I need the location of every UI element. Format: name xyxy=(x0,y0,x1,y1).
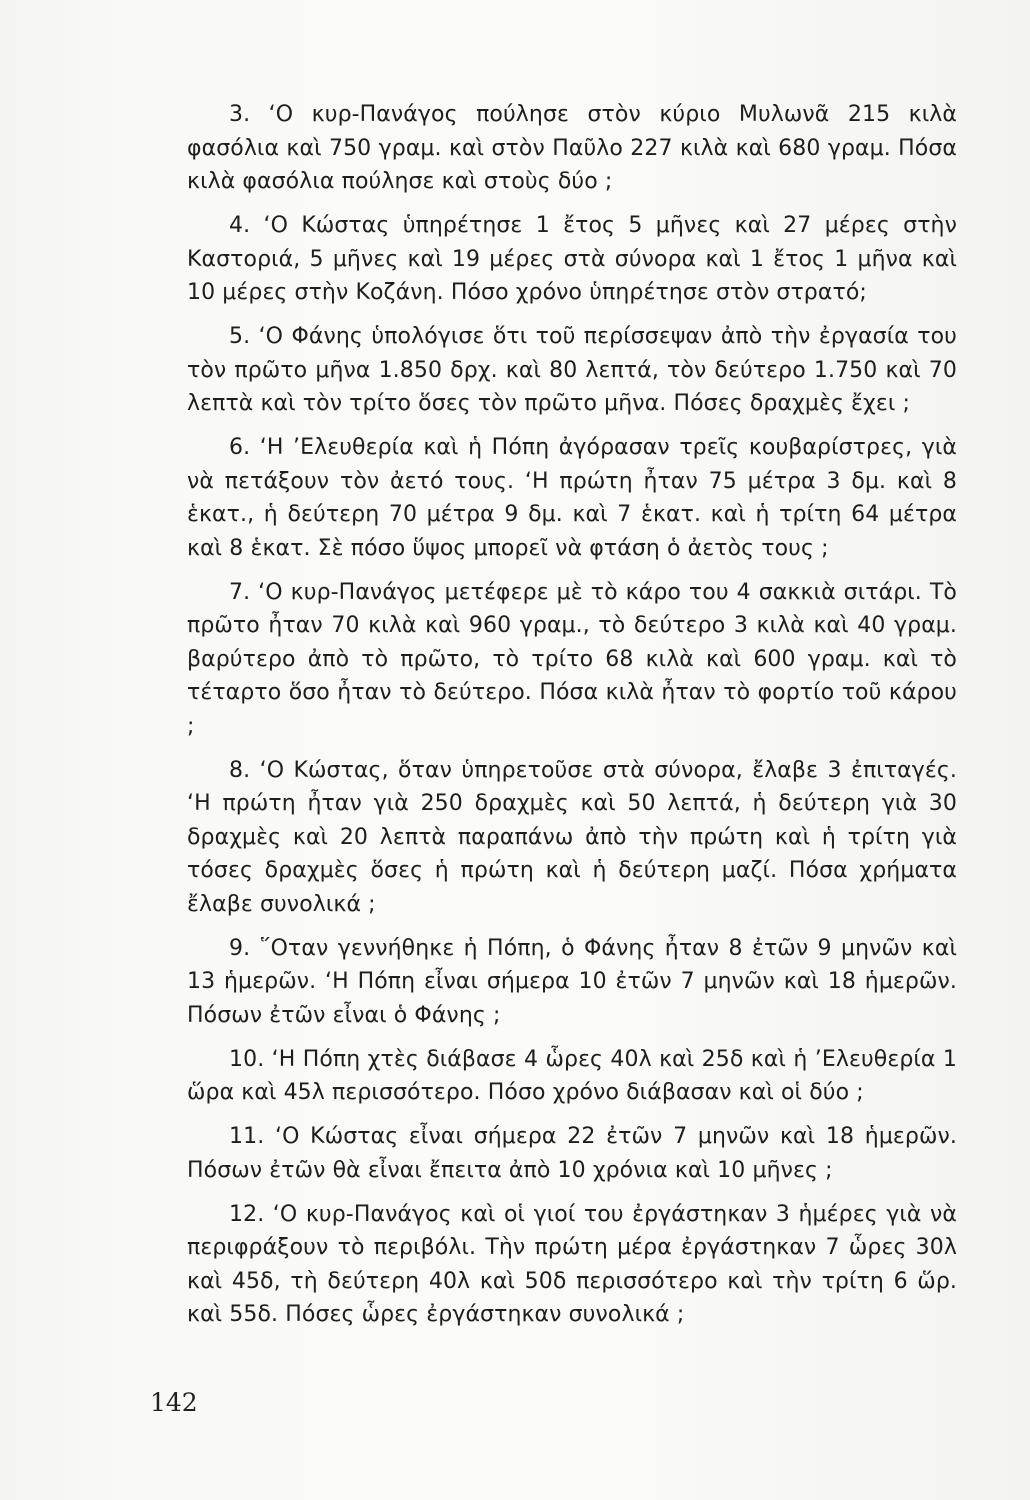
problem-11: 11. ‘Ο Κώστας εἶναι σήμερα 22 ἐτῶν 7 μηνῶν καὶ 18 ἡμερῶν. Πόσων ἐτῶν θὰ εἶναι ἔπειτα ἀπὸ 10 χρόνια καὶ 10 μῆνες ; xyxy=(187,1124,957,1183)
problem-5: 5. ‘Ο Φάνης ὑπολόγισε ὅτι τοῦ περίσσεψαν ἀπὸ τὴν ἐργασία του τὸν πρῶτο μῆνα 1.850 δρχ. καὶ 80 λεπτά, τὸν δεύτερο 1.750 καὶ 70 λεπτὰ καὶ τὸν τρίτο ὅσες τὸν πρῶτο μῆνα. Πόσες δραχμὲς ἔχει ; xyxy=(187,324,957,416)
problem-3: 3. ‘Ο κυρ-Πανάγος πούλησε στὸν κύριο Μυλωνᾶ 215 κιλὰ φασόλια καὶ 750 γραμ. καὶ στὸν Παῦλο 227 κιλὰ καὶ 680 γραμ. Πόσα κιλὰ φασόλια πούλησε καὶ στοὺς δύο ; xyxy=(187,102,957,194)
problem-7: 7. ‘Ο κυρ-Πανάγος μετέφερε μὲ τὸ κάρο του 4 σακκιὰ σιτάρι. Τὸ πρῶτο ἦταν 70 κιλὰ καὶ 960 γραμ., τὸ δεύτερο 3 κιλὰ καὶ 40 γραμ. βαρύτερο ἀπὸ τὸ πρῶτο, τὸ τρίτο 68 κιλὰ καὶ 600 γραμ. καὶ τὸ τέταρτο ὅσο ἦταν τὸ δεύτερο. Πόσα κιλὰ ἦταν τὸ φορτίο τοῦ κάρου ; xyxy=(187,579,957,739)
problem-8: 8. ‘Ο Κώστας, ὅταν ὑπηρετοῦσε στὰ σύνορα, ἔλαβε 3 ἐπιταγές. ‘Η πρώτη ἦταν γιὰ 250 δραχμὲς καὶ 50 λεπτά, ἡ δεύτερη γιὰ 30 δραχμὲς καὶ 20 λεπτὰ παραπάνω ἀπὸ τὴν πρώτη καὶ ἡ τρίτη γιὰ τόσες δραχμὲς ὅσες ἡ πρώτη καὶ ἡ δεύτερη μαζί. Πόσα χρήματα ἔλαβε συνολικά ; xyxy=(187,757,957,917)
problem-9: 9. ῞Οταν γεννήθηκε ἡ Πόπη, ὁ Φάνης ἦταν 8 ἐτῶν 9 μηνῶν καὶ 13 ἡμερῶν. ‘Η Πόπη εἶναι σήμερα 10 ἐτῶν 7 μηνῶν καὶ 18 ἡμερῶν. Πόσων ἐτῶν εἶναι ὁ Φάνης ; xyxy=(187,935,957,1028)
problem-12: 12. ‘Ο κυρ-Πανάγος καὶ οἱ γιοί του ἐργάστηκαν 3 ἡμέρες γιὰ νὰ περιφράξουν τὸ περιβόλι. Τὴν πρώτη μέρα ἐργάστηκαν 7 ὧρες 30λ καὶ 45δ, τὴ δεύτερη 40λ καὶ 50δ περισσότερο καὶ τὴν τρίτη 6 ὥρ. καὶ 55δ. Πόσες ὧρες ἐργάστηκαν συνολικά ; xyxy=(187,1201,957,1327)
exercise-list xyxy=(187,98,957,1342)
problem-6: 6. ‘Η ’Ελευθερία καὶ ἡ Πόπη ἀγόρασαν τρεῖς κουβαρίστρες, γιὰ νὰ πετάξουν τὸν ἀετό τους. ‘Η πρώτη ἦταν 75 μέτρα 3 δμ. καὶ 8 ἑκατ., ἡ δεύτερη 70 μέτρα 9 δμ. καὶ 7 ἑκατ. καὶ ἡ τρίτη 64 μέτρα καὶ 8 ἑκατ. Σὲ πόσο ὕψος μπορεῖ νὰ φτάση ὁ ἀετὸς τους ; xyxy=(187,435,957,561)
problem-10: 10. ‘Η Πόπη χτὲς διάβασε 4 ὧρες 40λ καὶ 25δ καὶ ἡ ’Ελευθερία 1 ὥρα καὶ 45λ περισσότερο. Πόσο χρόνο διάβασαν καὶ οἱ δύο ; xyxy=(187,1046,957,1105)
problem-4: 4. ‘Ο Κώστας ὑπηρέτησε 1 ἔτος 5 μῆνες καὶ 27 μέρες στὴν Καστοριά, 5 μῆνες καὶ 19 μέρες στὰ σύνορα καὶ 1 ἔτος 1 μῆνα καὶ 10 μέρες στὴν Κοζάνη. Πόσο χρόνο ὑπηρέτησε στὸν στρατό; xyxy=(187,213,957,305)
page-number: 142 xyxy=(150,1388,198,1417)
